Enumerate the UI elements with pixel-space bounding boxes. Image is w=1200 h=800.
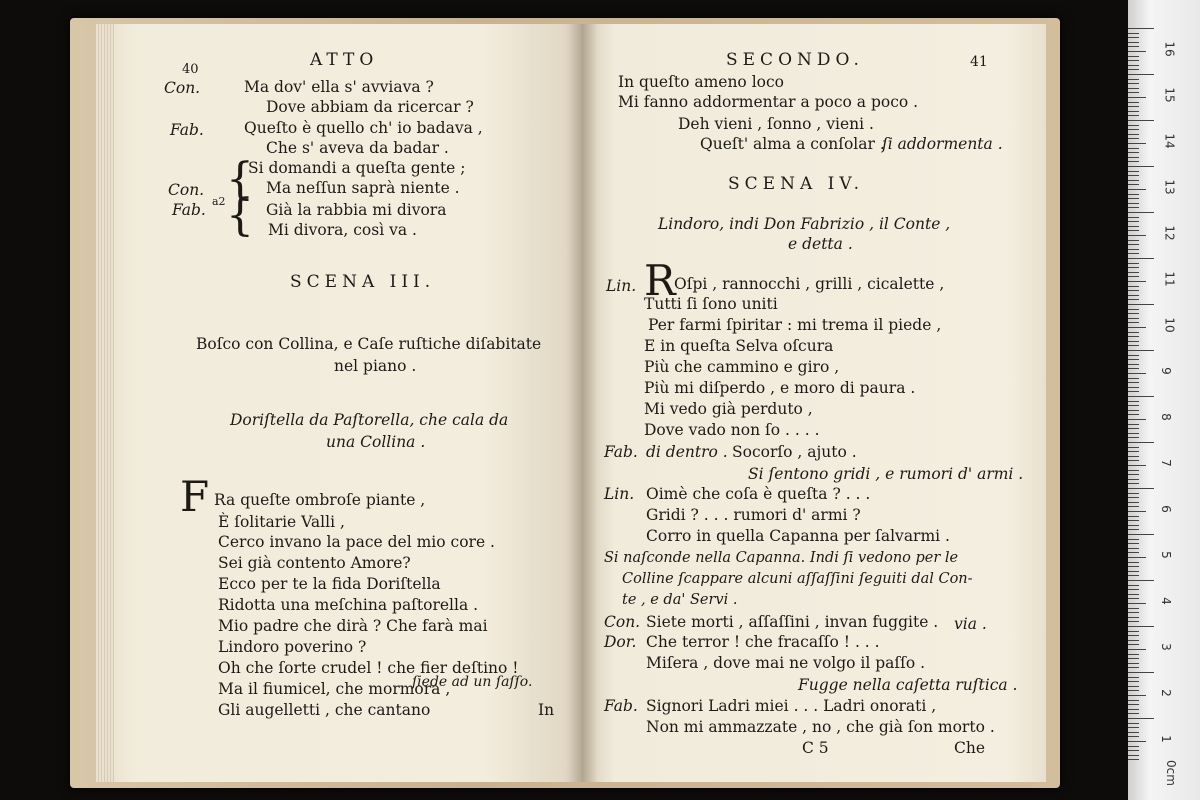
ruler-tick [1128, 161, 1139, 162]
ruler-number: 11 [1162, 271, 1177, 287]
ruler-tick [1128, 175, 1139, 176]
ruler-tick [1128, 157, 1139, 158]
measuring-ruler [1128, 0, 1200, 800]
ruler-tick [1128, 644, 1139, 645]
ruler-tick [1128, 359, 1139, 360]
ruler-tick [1128, 46, 1139, 47]
ruler-tick [1128, 171, 1139, 172]
ruler-tick [1128, 235, 1146, 236]
ruler-tick [1128, 736, 1139, 737]
stage-direction: ſiede ad un ſaſſo. [412, 674, 533, 690]
scene-characters: e detta . [788, 235, 853, 253]
stage-direction: di dentro . [646, 443, 728, 461]
ruler-tick [1128, 470, 1139, 471]
right-page [582, 24, 1046, 782]
running-head: ATTO [310, 50, 379, 70]
ruler-tick [1128, 585, 1139, 586]
ruler-tick [1128, 313, 1139, 314]
ruler-tick [1128, 608, 1139, 609]
setting-line: Boſco con Collina, e Caſe ruſtiche diſabitate [196, 335, 542, 353]
ruler-tick [1128, 746, 1139, 747]
ruler-tick [1128, 327, 1146, 328]
ruler-tick [1128, 516, 1139, 517]
verse-line: Tutti ſi ſono uniti [644, 295, 778, 313]
verse-line: Mio padre che dirà ? Che farà mai [218, 617, 488, 635]
left-page [96, 24, 582, 782]
ruler-tick [1128, 456, 1139, 457]
open-book [96, 24, 1046, 782]
ruler-tick [1128, 654, 1139, 655]
ruler-tick [1128, 111, 1139, 112]
verse-line: Non mi ammazzate , no , che già ſon morto . [646, 718, 995, 736]
verse-line: Oſpi , rannocchi , grilli , cicalette , [674, 275, 945, 293]
a2-mark: a2 [212, 195, 226, 208]
ruler-tick [1128, 479, 1139, 480]
verse-line: Più che cammino e giro , [644, 358, 840, 376]
verse-line: Oimè che coſa è queſta ? . . . [646, 485, 871, 503]
stage-direction: via . [954, 615, 987, 633]
ruler-tick [1128, 594, 1139, 595]
ruler-tick [1128, 332, 1139, 333]
ruler-tick [1128, 672, 1154, 673]
ruler-tick [1128, 253, 1139, 254]
page-edges [96, 24, 114, 782]
speaker-label: Con. [164, 79, 201, 97]
ruler-tick [1128, 506, 1139, 507]
ruler-tick [1128, 281, 1146, 282]
ruler-tick [1128, 88, 1139, 89]
ruler-tick [1128, 437, 1139, 438]
ruler-unit: 0cm [1163, 760, 1178, 786]
drop-cap: F [180, 472, 210, 521]
stage-direction: Fugge nella caſetta ruſtica . [798, 676, 1018, 694]
ruler-tick [1128, 364, 1139, 365]
verse-line: Che s' aveva da badar . [266, 139, 449, 157]
ruler-tick [1128, 341, 1139, 342]
ruler-tick [1128, 695, 1146, 696]
ruler-tick [1128, 42, 1139, 43]
ruler-tick [1128, 539, 1139, 540]
ruler-tick [1128, 120, 1154, 121]
ruler-tick [1128, 534, 1154, 535]
ruler-tick [1128, 667, 1139, 668]
verse-line: Queſto è quello ch' io badava , [244, 119, 483, 137]
ruler-tick [1128, 221, 1139, 222]
speaker-label: Dor. [604, 633, 637, 651]
ruler-tick [1128, 548, 1139, 549]
ruler-tick [1128, 428, 1139, 429]
ruler-tick [1128, 575, 1139, 576]
drop-cap: R [644, 256, 676, 305]
verse-line: Ma dov' ella s' avviava ? [244, 78, 434, 96]
ruler-tick [1128, 212, 1154, 213]
ruler-tick [1128, 295, 1139, 296]
ruler-number: 4 [1158, 597, 1173, 605]
ruler-tick [1128, 686, 1139, 687]
page-number: 40 [182, 62, 199, 77]
ruler-tick [1128, 263, 1139, 264]
ruler-tick [1128, 663, 1139, 664]
ruler-tick [1128, 723, 1139, 724]
verse-line: Gridi ? . . . rumori d' armi ? [646, 506, 861, 524]
verse-line: Mi vedo già perduto , [644, 400, 813, 418]
verse-line: Ma neſſun saprà niente . [266, 179, 460, 197]
ruler-tick [1128, 65, 1139, 66]
ruler-tick [1128, 493, 1139, 494]
ruler-tick [1128, 97, 1146, 98]
ruler-tick [1128, 677, 1139, 678]
ruler-tick [1128, 382, 1139, 383]
ruler-tick [1128, 368, 1139, 369]
verse-line: Ma il fiumicel, che mormora , [218, 680, 451, 698]
ruler-tick [1128, 502, 1139, 503]
ruler-tick [1128, 557, 1146, 558]
ruler-tick [1128, 304, 1154, 305]
ruler-tick [1128, 51, 1146, 52]
ruler-tick [1128, 230, 1139, 231]
ruler-tick [1128, 525, 1139, 526]
ruler-tick [1128, 74, 1154, 75]
brace-mark: { [226, 154, 254, 205]
ruler-tick [1128, 299, 1139, 300]
ruler-tick [1128, 387, 1139, 388]
brace-mark: { [226, 190, 254, 241]
speaker-label: Fab. [604, 697, 638, 715]
ruler-tick [1128, 267, 1139, 268]
ruler-tick [1128, 511, 1146, 512]
ruler-tick [1128, 741, 1146, 742]
ruler-tick [1128, 336, 1139, 337]
ruler-tick [1128, 649, 1146, 650]
ruler-tick [1128, 603, 1146, 604]
ruler-tick [1128, 488, 1154, 489]
ruler-tick [1128, 598, 1139, 599]
ruler-tick [1128, 125, 1139, 126]
verse-line: Ridotta una meſchina paſtorella . [218, 596, 479, 614]
ruler-number: 16 [1162, 41, 1177, 57]
verse-line: Sei già contento Amore? [218, 554, 411, 572]
stage-direction: una Collina . [326, 433, 426, 451]
ruler-tick [1128, 483, 1139, 484]
stage-direction: Si ſentono gridi , e rumori d' armi . [748, 465, 1024, 483]
ruler-tick [1128, 562, 1139, 563]
ruler-tick [1128, 621, 1139, 622]
ruler-number: 14 [1162, 133, 1177, 149]
verse-line: Per farmi ſpiritar : mi trema il piede , [648, 316, 942, 334]
verse-line: È ſolitarie Valli , [218, 513, 345, 531]
ruler-tick [1128, 322, 1139, 323]
ruler-tick [1128, 520, 1139, 521]
ruler-tick [1128, 571, 1139, 572]
ruler-tick [1128, 33, 1139, 34]
ruler-tick [1128, 143, 1146, 144]
verse-line: Miſera , dove mai ne volgo il paſſo . [646, 654, 926, 672]
ruler-tick [1128, 318, 1139, 319]
verse-line: Corro in quella Capanna per ſalvarmi . [646, 527, 950, 545]
verse-line: Queſt' alma a conſolar . [700, 135, 885, 153]
stage-direction: Si naſconde nella Capanna. Indi ſi vedono per le [604, 550, 959, 566]
running-head: SECONDO. [726, 50, 864, 70]
ruler-tick [1128, 713, 1139, 714]
ruler-tick [1128, 115, 1139, 116]
ruler-tick [1128, 184, 1139, 185]
verse-line: Ecco per te la fida Doriſtella [218, 575, 441, 593]
catchword: Che [954, 739, 986, 757]
ruler-number: 12 [1162, 225, 1177, 241]
ruler-tick [1128, 92, 1139, 93]
ruler-tick [1128, 543, 1139, 544]
ruler-tick [1128, 69, 1139, 70]
ruler-tick [1128, 355, 1139, 356]
ruler-tick [1128, 148, 1139, 149]
stage-direction: Doriſtella da Paſtorella, che cala da [230, 411, 509, 429]
verse-line: Ra queſte ombroſe piante , [214, 491, 426, 509]
ruler-number: 5 [1158, 551, 1173, 559]
ruler-tick [1128, 60, 1139, 61]
ruler-number: 9 [1158, 367, 1173, 375]
ruler-tick [1128, 681, 1139, 682]
verse-line: Si domandi a queſta gente ; [248, 159, 466, 177]
ruler-tick [1128, 249, 1139, 250]
scene-characters: Lindoro, indi Don Fabrizio , il Conte , [658, 215, 951, 233]
ruler-tick [1128, 626, 1154, 627]
speaker-label: Con. [604, 613, 641, 631]
ruler-tick [1128, 750, 1139, 751]
ruler-tick [1128, 226, 1139, 227]
ruler-tick [1128, 194, 1139, 195]
ruler-tick [1128, 152, 1139, 153]
stage-direction: Colline ſcappare alcuni aſſaſſini ſeguiti dal Con- [622, 571, 973, 587]
verse-line: In queſto ameno loco [618, 73, 784, 91]
ruler-tick [1128, 732, 1139, 733]
verse-line: Più mi diſperdo , e moro di paura . [644, 379, 916, 397]
verse-line: Lindoro poverino ? [218, 638, 367, 656]
verse-line: Deh vieni , ſonno , vieni . [678, 115, 874, 133]
ruler-tick [1128, 37, 1139, 38]
verse-line: Oh che ſorte crudel ! che fier deſtino ! [218, 659, 519, 677]
scene-title: SCENA III. [290, 272, 436, 292]
verse-line: Dove vado non ſo . . . . [644, 421, 820, 439]
signature-mark: C 5 [802, 739, 829, 757]
ruler-tick [1128, 106, 1139, 107]
ruler-tick [1128, 755, 1139, 756]
ruler-tick [1128, 258, 1154, 259]
ruler-tick [1128, 378, 1139, 379]
speaker-label: Con. [168, 181, 205, 199]
ruler-tick [1128, 631, 1139, 632]
ruler-tick [1128, 700, 1139, 701]
ruler-tick [1128, 451, 1139, 452]
ruler-tick [1128, 290, 1139, 291]
ruler-tick [1128, 410, 1139, 411]
ruler-tick [1128, 56, 1139, 57]
verse-line: Gli augelletti , che cantano [218, 701, 431, 719]
page-number: 41 [970, 54, 988, 70]
speaker-label: Lin. [606, 277, 637, 295]
ruler-tick [1128, 580, 1154, 581]
ruler-number: 8 [1158, 413, 1173, 421]
verse-line: Che terror ! che fracaſſo ! . . . [646, 633, 880, 651]
ruler-tick [1128, 28, 1154, 29]
ruler-tick [1128, 180, 1139, 181]
ruler-tick [1128, 566, 1139, 567]
speaker-label: Lin. [604, 485, 635, 503]
ruler-tick [1128, 198, 1139, 199]
verse-line: Signori Ladri miei . . . Ladri onorati , [646, 697, 937, 715]
ruler-number: 1 [1158, 735, 1173, 743]
ruler-tick [1128, 414, 1139, 415]
verse-line: Cerco invano la pace del mio core . [218, 533, 495, 551]
verse-line: Dove abbiam da ricercar ? [266, 98, 474, 116]
ruler-tick [1128, 529, 1139, 530]
ruler-tick [1128, 612, 1139, 613]
ruler-tick [1128, 658, 1139, 659]
ruler-tick [1128, 442, 1154, 443]
scene-title: SCENA IV. [728, 174, 865, 194]
ruler-tick [1128, 589, 1139, 590]
ruler-tick [1128, 276, 1139, 277]
ruler-tick [1128, 350, 1154, 351]
ruler-tick [1128, 465, 1146, 466]
ruler-tick [1128, 635, 1139, 636]
catchword: In [538, 701, 555, 719]
setting-line: nel piano . [334, 357, 417, 375]
ruler-tick [1128, 401, 1139, 402]
speaker-label: Fab. [170, 121, 204, 139]
ruler-tick [1128, 617, 1139, 618]
ruler-tick [1128, 497, 1139, 498]
stage-direction: ſi addormenta . [882, 135, 1003, 153]
ruler-number: 2 [1158, 689, 1173, 697]
ruler-tick [1128, 460, 1139, 461]
ruler-tick [1128, 419, 1146, 420]
ruler-number: 6 [1158, 505, 1173, 513]
verse-line: Già la rabbia mi divora [266, 201, 447, 219]
ruler-number: 13 [1162, 179, 1177, 195]
ruler-tick [1128, 433, 1139, 434]
ruler-tick [1128, 424, 1139, 425]
ruler-tick [1128, 286, 1139, 287]
ruler-tick [1128, 474, 1139, 475]
verse-line: Socorſo , ajuto . [732, 443, 857, 461]
ruler-tick [1128, 309, 1139, 310]
stage-direction: te , e da' Servi . [622, 592, 738, 608]
ruler-number: 7 [1158, 459, 1173, 467]
verse-line: Siete morti , aſſaſſini , invan fuggite . [646, 613, 939, 631]
ruler-tick [1128, 690, 1139, 691]
ruler-number: 3 [1158, 643, 1173, 651]
ruler-tick [1128, 83, 1139, 84]
verse-line: E in queſta Selva oſcura [644, 337, 834, 355]
ruler-number: 15 [1162, 87, 1177, 103]
ruler-tick [1128, 396, 1154, 397]
ruler-tick [1128, 704, 1139, 705]
verse-line: Mi divora, così va . [268, 221, 417, 239]
ruler-tick [1128, 272, 1139, 273]
ruler-tick [1128, 129, 1139, 130]
verse-line: Mi fanno addormentar a poco a poco . [618, 93, 919, 111]
ruler-tick [1128, 203, 1139, 204]
ruler-number: 10 [1162, 317, 1177, 333]
ruler-tick [1128, 709, 1139, 710]
ruler-tick [1128, 552, 1139, 553]
speaker-label: Fab. [172, 201, 206, 219]
ruler-tick [1128, 138, 1139, 139]
ruler-tick [1128, 207, 1139, 208]
ruler-tick [1128, 727, 1139, 728]
book-gutter [566, 24, 598, 782]
ruler-tick [1128, 373, 1146, 374]
ruler-tick [1128, 79, 1139, 80]
ruler-tick [1128, 405, 1139, 406]
ruler-tick [1128, 718, 1154, 719]
ruler-tick [1128, 240, 1139, 241]
ruler-tick [1128, 189, 1146, 190]
ruler-tick [1128, 217, 1139, 218]
ruler-tick [1128, 345, 1139, 346]
ruler-tick [1128, 166, 1154, 167]
ruler-tick [1128, 447, 1139, 448]
ruler-tick [1128, 759, 1139, 760]
ruler-tick [1128, 102, 1139, 103]
ruler-tick [1128, 134, 1139, 135]
ruler-tick [1128, 640, 1139, 641]
ruler-tick [1128, 244, 1139, 245]
ruler-tick [1128, 391, 1139, 392]
speaker-label: Fab. [604, 443, 638, 461]
